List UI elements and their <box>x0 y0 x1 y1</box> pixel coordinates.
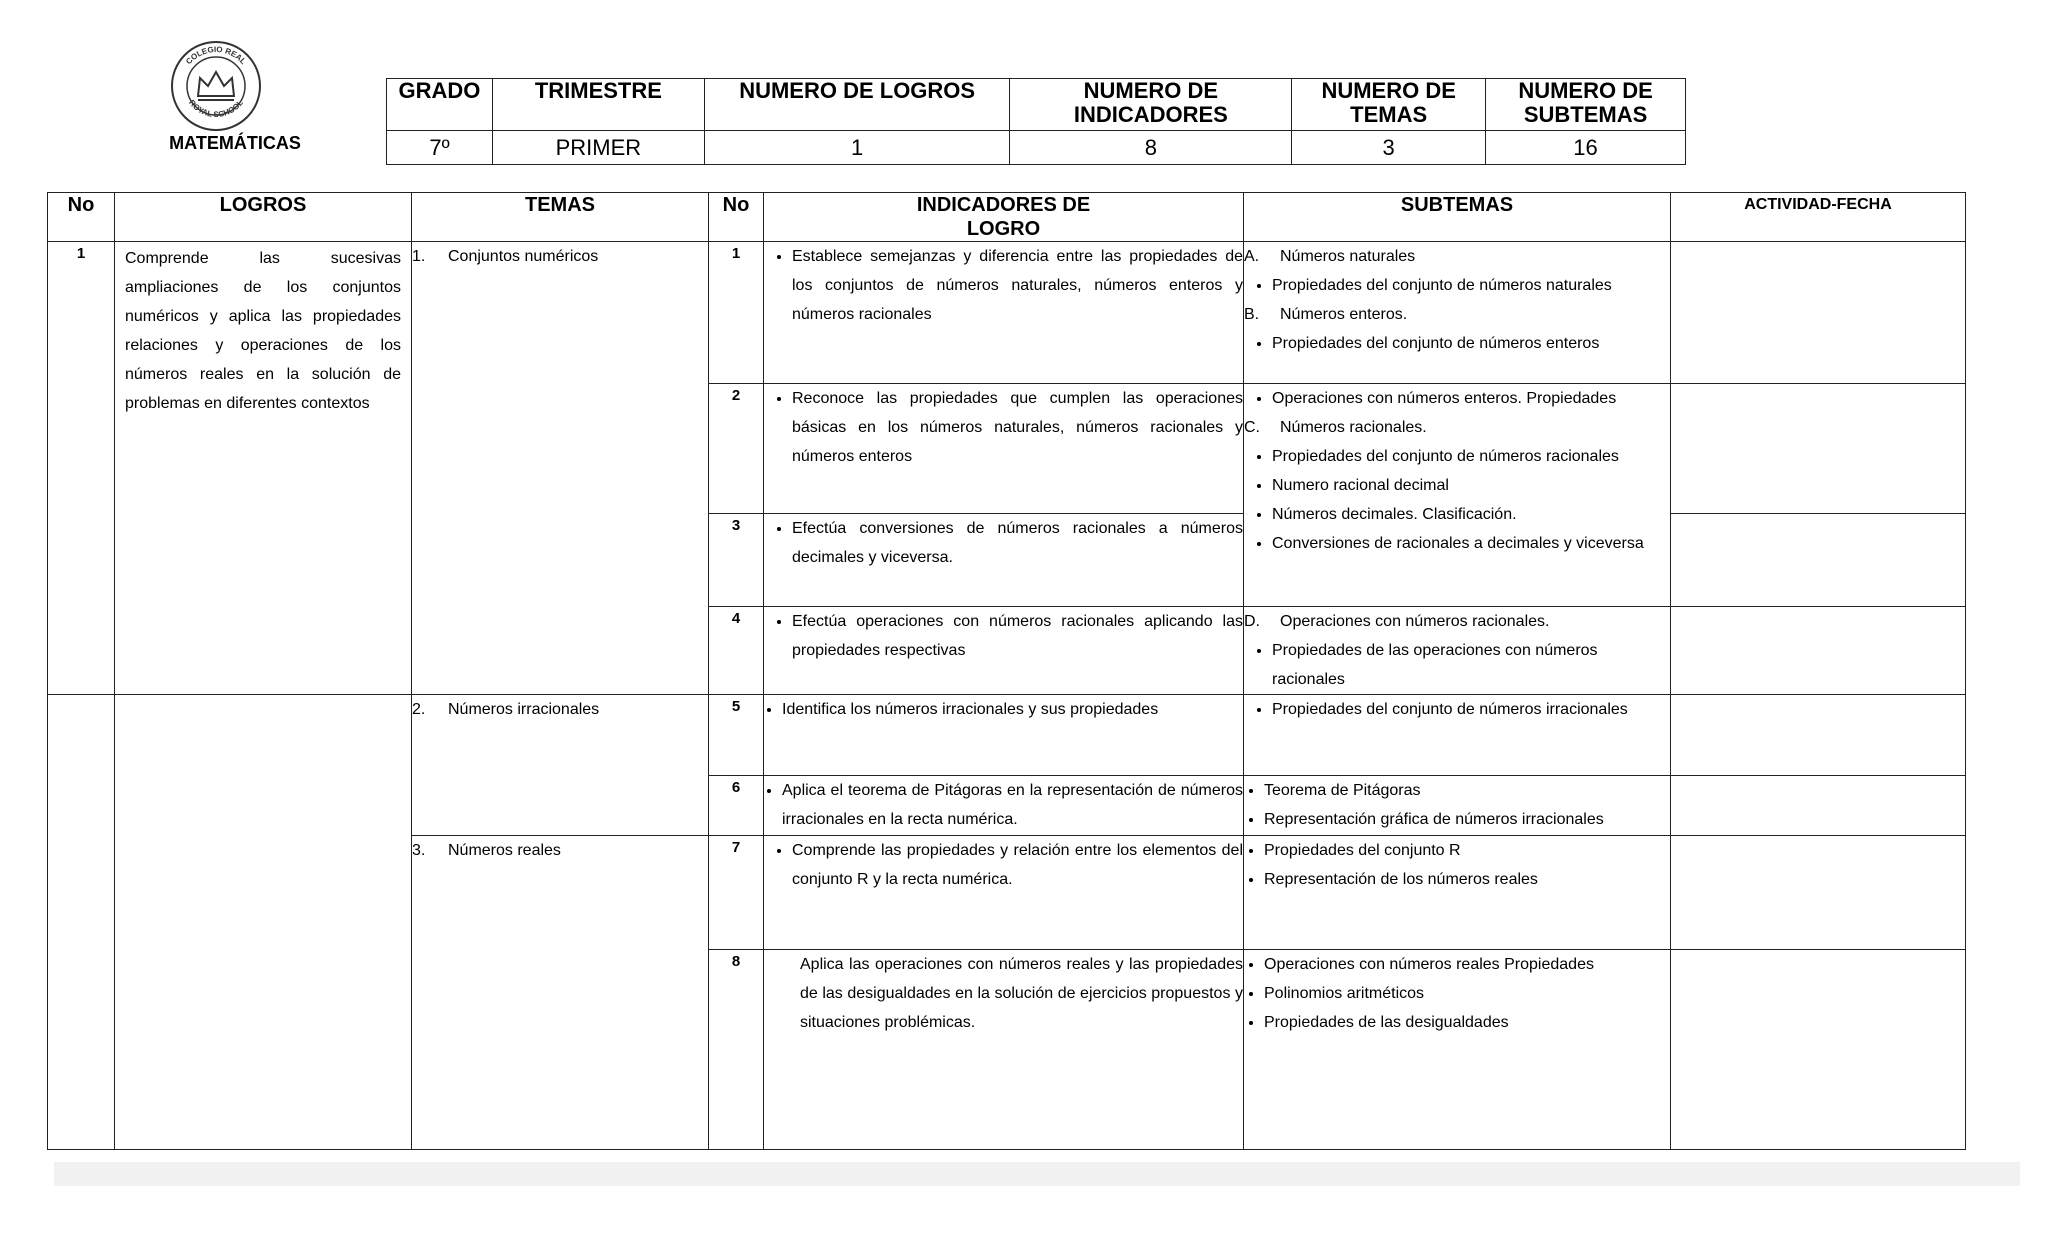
subject-title: MATEMÁTICAS <box>169 133 301 153</box>
subtema-cell-bc <box>1244 384 1671 607</box>
indicador-cell <box>764 242 1244 384</box>
col-header-actividad-fecha: ACTIVIDAD-FECHA <box>1671 193 1966 242</box>
tema-item: 2. Números irracionales <box>412 701 600 718</box>
subtema-item: • Propiedades del conjunto de números enteros <box>1272 329 1670 358</box>
summary-header-trimestre: TRIMESTRE <box>492 79 704 131</box>
subtema-item: • Propiedades del conjunto R <box>1264 836 1670 865</box>
actividad-fecha-cell[interactable] <box>1671 836 1966 950</box>
subtema-heading: A. Números naturales <box>1244 248 1416 265</box>
subtema-heading: C. Números racionales. <box>1244 419 1427 436</box>
actividad-fecha-cell[interactable] <box>1671 384 1966 514</box>
logo-text-top: COLEGIO REAL <box>184 44 248 67</box>
col-header-indicadores: INDICADORES DE LOGRO <box>764 193 1244 242</box>
subtema-cell-d <box>1244 607 1671 695</box>
subtema-item: • Polinomios aritméticos <box>1264 979 1670 1008</box>
summary-value-indicadores: 8 <box>1010 131 1292 165</box>
subtema-item: • Propiedades del conjunto de números irracionales <box>1272 695 1670 724</box>
col-header-logros: LOGROS <box>115 193 412 242</box>
curriculum-table <box>47 192 1966 1150</box>
logro-number: 1 <box>48 242 115 695</box>
tema-cell-3 <box>412 836 709 1150</box>
subtema-item: • Operaciones con números reales Propiedades <box>1264 950 1670 979</box>
col-header-subtemas: SUBTEMAS <box>1244 193 1671 242</box>
subtema-cell-r <box>1244 836 1671 950</box>
subtema-item: • Operaciones con números enteros. Propiedades <box>1272 384 1670 413</box>
summary-header-logros: NUMERO DE LOGROS <box>704 79 1010 131</box>
subtema-item: • Conversiones de racionales a decimales y viceversa <box>1272 529 1670 558</box>
summary-header-temas: NUMERO DE TEMAS <box>1292 79 1486 131</box>
indicador-cell <box>764 836 1244 950</box>
summary-header-subtemas: NUMERO DE SUBTEMAS <box>1486 79 1686 131</box>
indicador-number: 6 <box>709 776 764 836</box>
indicador-text: • Efectúa conversiones de números racionales a números decimales y viceversa. <box>792 514 1243 572</box>
indicador-text: • Comprende las propiedades y relación entre los elementos del conjunto R y la recta numérica. <box>792 836 1243 894</box>
indicador-cell <box>764 776 1244 836</box>
tema-item: 3. Números reales <box>412 842 561 859</box>
subtema-cell-a <box>1244 242 1671 384</box>
logo-text-bottom: ROYAL SCHOOL <box>187 98 245 119</box>
subtema-item: • Representación de los números reales <box>1264 865 1670 894</box>
subtema-item: • Propiedades del conjunto de números racionales <box>1272 442 1670 471</box>
actividad-fecha-cell[interactable] <box>1671 950 1966 1150</box>
summary-value-grado: 7º <box>387 131 493 165</box>
subtema-heading: D. Operaciones con números racionales. <box>1244 613 1550 630</box>
indicador-text: • Establece semejanzas y diferencia entre las propiedades de los conjuntos de números naturales, números enteros y números racionales <box>792 242 1243 329</box>
indicador-text: • Identifica los números irracionales y sus propiedades <box>782 695 1243 724</box>
indicador-number: 1 <box>709 242 764 384</box>
subtema-cell-pit <box>1244 776 1671 836</box>
logro-text: Comprende las sucesivas ampliaciones de los conjuntos numéricos y aplica las propiedades relaciones y operaciones de los números reales en la solución de problemas en diferentes contextos <box>115 242 412 695</box>
indicador-text: • Reconoce las propiedades que cumplen las operaciones básicas en los números naturales, números racionales y números enteros <box>792 384 1243 471</box>
indicador-text: • Aplica el teorema de Pitágoras en la representación de números irracionales en la recta numérica. <box>782 776 1243 834</box>
subtema-item: • Propiedades de las operaciones con números racionales <box>1272 636 1670 694</box>
tema-item: 1. Conjuntos numéricos <box>412 248 599 265</box>
actividad-fecha-cell[interactable] <box>1671 607 1966 695</box>
indicador-cell <box>764 514 1244 607</box>
tema-cell-1 <box>412 242 709 695</box>
actividad-fecha-cell[interactable] <box>1671 242 1966 384</box>
indicador-number: 8 <box>709 950 764 1150</box>
subtema-heading: B. Números enteros. <box>1244 306 1408 323</box>
indicador-cell <box>764 384 1244 514</box>
subtema-item: • Propiedades del conjunto de números naturales <box>1272 271 1670 300</box>
indicador-cell <box>764 950 1244 1150</box>
col-header-no: No <box>48 193 115 242</box>
indicador-number: 4 <box>709 607 764 695</box>
actividad-fecha-cell[interactable] <box>1671 514 1966 607</box>
actividad-fecha-cell[interactable] <box>1671 695 1966 776</box>
summary-table <box>386 78 1686 165</box>
summary-value-trimestre: PRIMER <box>492 131 704 165</box>
svg-text:ROYAL SCHOOL <box>187 98 245 119</box>
page-footer-bar <box>54 1162 2020 1186</box>
col-header-no-indicador: No <box>709 193 764 242</box>
subtema-item: • Propiedades de las desigualdades <box>1264 1008 1670 1037</box>
summary-header-indicadores: NUMERO DE INDICADORES <box>1010 79 1292 131</box>
school-crest-logo <box>170 40 262 132</box>
indicador-number: 2 <box>709 384 764 514</box>
indicador-text: Aplica las operaciones con números reales y las propiedades de las desigualdades en la solución de ejercicios propuestos y situaciones problémicas. <box>800 956 1243 1031</box>
logro-text-empty <box>115 695 412 1150</box>
summary-header-grado: GRADO <box>387 79 493 131</box>
actividad-fecha-cell[interactable] <box>1671 776 1966 836</box>
summary-value-logros: 1 <box>704 131 1010 165</box>
indicador-cell <box>764 695 1244 776</box>
logro-number-empty <box>48 695 115 1150</box>
subtema-cell-irr <box>1244 695 1671 776</box>
tema-cell-2 <box>412 695 709 836</box>
subtema-item: • Teorema de Pitágoras <box>1264 776 1670 805</box>
summary-value-subtemas: 16 <box>1486 131 1686 165</box>
subtema-item: • Numero racional decimal <box>1272 471 1670 500</box>
col-header-temas: TEMAS <box>412 193 709 242</box>
indicador-number: 5 <box>709 695 764 776</box>
indicador-text: • Efectúa operaciones con números racionales aplicando las propiedades respectivas <box>792 607 1243 665</box>
subtema-item: • Números decimales. Clasificación. <box>1272 500 1670 529</box>
indicador-cell <box>764 607 1244 695</box>
indicador-number: 7 <box>709 836 764 950</box>
subtema-cell-ops <box>1244 950 1671 1150</box>
subtema-item: • Representación gráfica de números irracionales <box>1264 805 1670 834</box>
summary-value-temas: 3 <box>1292 131 1486 165</box>
indicador-number: 3 <box>709 514 764 607</box>
